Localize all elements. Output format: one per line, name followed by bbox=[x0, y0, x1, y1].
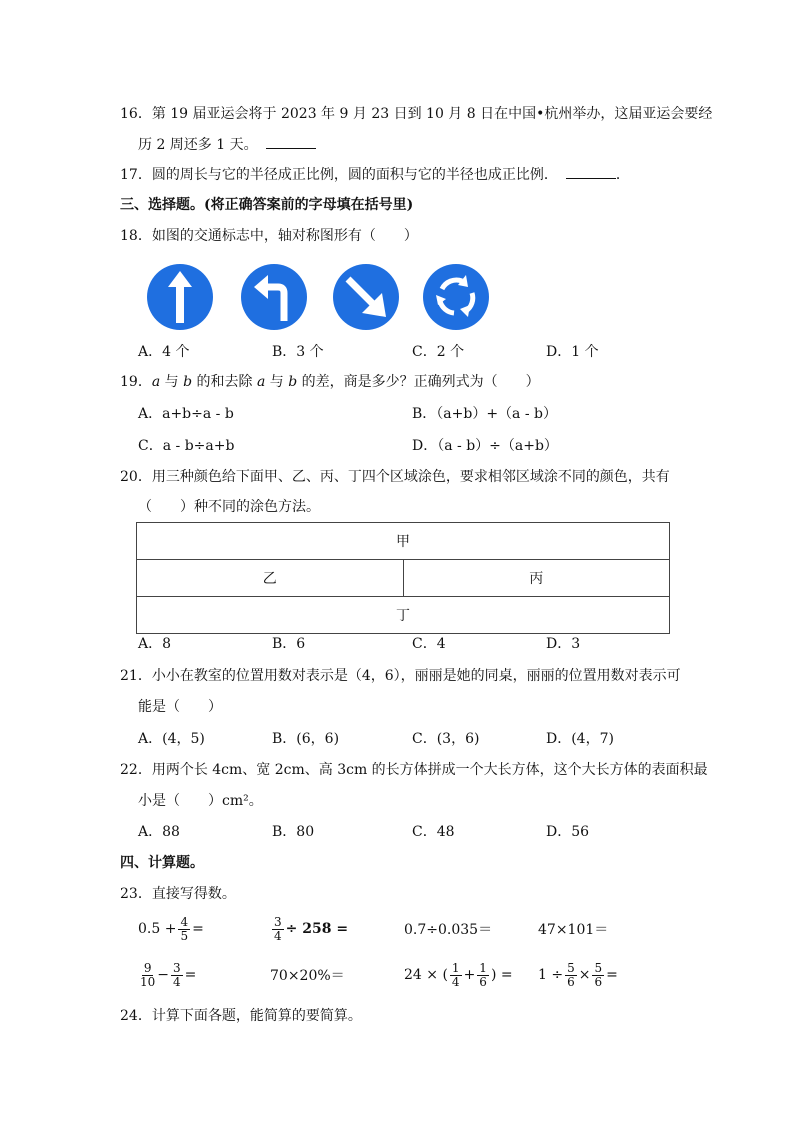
numerator: 1 bbox=[479, 960, 487, 975]
numerator: 5 bbox=[567, 960, 575, 975]
fraction bbox=[171, 962, 183, 989]
q18-option-a[interactable]: A．4 个 bbox=[138, 344, 190, 360]
q21-option-b[interactable]: B．(6，6) bbox=[272, 731, 340, 747]
calc-text: ÷ 258 = bbox=[285, 921, 349, 937]
arrow-up-icon bbox=[146, 263, 214, 331]
calc-item-5 bbox=[138, 958, 196, 992]
fraction bbox=[565, 962, 577, 989]
q22-option-d[interactable]: D．56 bbox=[546, 824, 590, 840]
region-left: 乙 bbox=[137, 560, 404, 597]
denominator: 4 bbox=[274, 928, 282, 943]
q19-option-b[interactable]: B．（a+b）+（a - b） bbox=[412, 406, 557, 422]
q21-option-a[interactable]: A．(4，5) bbox=[138, 731, 205, 747]
numerator: 9 bbox=[143, 960, 152, 975]
q21-line2: 能是（ ） bbox=[138, 699, 222, 715]
calc-text: = bbox=[606, 967, 618, 983]
q21-option-c[interactable]: C．(3，6) bbox=[412, 731, 480, 747]
q17-line bbox=[120, 164, 630, 185]
var-a: a bbox=[256, 374, 266, 390]
q16-line1: 16．第 19 届亚运会将于 2023 年 9 月 23 日到 10 月 8 日在中国•杭州举办，这届亚运会要经 bbox=[120, 106, 713, 122]
section4-heading: 四、计算题。 bbox=[120, 855, 204, 871]
region-right: 丙 bbox=[403, 560, 670, 597]
region-bottom: 丁 bbox=[137, 597, 670, 634]
calc-item-8 bbox=[538, 958, 618, 992]
q17-text: 17．圆的周长与它的半径成正比例，圆的面积与它的半径也成正比例． bbox=[120, 167, 558, 183]
q21-option-d[interactable]: D．(4，7) bbox=[546, 731, 614, 747]
q20-option-c[interactable]: C．4 bbox=[412, 636, 446, 652]
calc-text: ) = bbox=[490, 967, 513, 983]
denominator: 6 bbox=[567, 974, 575, 989]
q22-line2: 小是（ ）cm²。 bbox=[138, 793, 263, 809]
calc-text: = bbox=[184, 967, 197, 983]
calc-item-6: 70×20%＝ bbox=[270, 968, 345, 984]
q19-suffix: 的差，商是多少？正确列式为（ ） bbox=[297, 374, 540, 390]
q19-option-c[interactable]: C．a - b÷a+b bbox=[138, 438, 235, 454]
operator: × bbox=[578, 967, 591, 983]
q16-line2-text: 历 2 周还多 1 天。 bbox=[138, 137, 258, 153]
fraction bbox=[178, 916, 190, 943]
numerator: 3 bbox=[274, 914, 282, 929]
numerator: 4 bbox=[180, 914, 189, 929]
calc-item-7 bbox=[404, 958, 513, 992]
q20-line1: 20．用三种颜色给下面甲、乙、丙、丁四个区域涂色，要求相邻区域涂不同的颜色，共有 bbox=[120, 469, 670, 485]
q17-answer-blank[interactable] bbox=[566, 164, 616, 179]
denominator: 4 bbox=[173, 974, 181, 989]
q21-line1: 21．小小在教室的位置用数对表示是（4，6），丽丽是她的同桌，丽丽的位置用数对表示可 bbox=[120, 668, 681, 684]
fraction bbox=[140, 962, 155, 989]
denominator: 4 bbox=[451, 974, 460, 989]
q20-option-d[interactable]: D．3 bbox=[546, 636, 581, 652]
q16-answer-blank[interactable] bbox=[266, 134, 316, 149]
q20-region-table bbox=[136, 522, 670, 634]
numerator: 3 bbox=[173, 960, 181, 975]
q22-line1: 22．用两个长 4cm、宽 2cm、高 3cm 的长方体拼成一个大长方体，这个大长方体的表面积最 bbox=[120, 762, 708, 778]
q22-option-a[interactable]: A．88 bbox=[138, 824, 180, 840]
calc-text: 1 ÷ bbox=[538, 967, 564, 983]
q19-prefix: 19． bbox=[120, 374, 152, 390]
q19-mid3: 与 bbox=[265, 374, 289, 390]
denominator: 5 bbox=[180, 928, 189, 943]
calc-item-2 bbox=[270, 912, 348, 946]
q20-option-a[interactable]: A．8 bbox=[138, 636, 172, 652]
q18-text: 18．如图的交通标志中，轴对称图形有（ ） bbox=[120, 228, 418, 244]
q18-option-c[interactable]: C．2 个 bbox=[412, 344, 465, 360]
var-b: b bbox=[183, 374, 193, 390]
q19-text bbox=[120, 372, 540, 392]
q17-end: ． bbox=[615, 167, 630, 183]
q22-option-b[interactable]: B．80 bbox=[272, 824, 315, 840]
denominator: 6 bbox=[594, 974, 603, 989]
q20-option-b[interactable]: B．6 bbox=[272, 636, 306, 652]
calc-text: 24 × ( bbox=[404, 967, 448, 983]
calc-item-1 bbox=[138, 912, 204, 946]
roundabout-icon bbox=[422, 263, 490, 331]
q19-mid1: 与 bbox=[160, 374, 184, 390]
calc-text: = bbox=[192, 921, 204, 937]
numerator: 1 bbox=[451, 960, 460, 975]
q23-text: 23．直接写得数。 bbox=[120, 886, 236, 902]
section3-heading: 三、选择题。(将正确答案前的字母填在括号里) bbox=[120, 197, 414, 213]
fraction bbox=[477, 962, 489, 989]
calc-item-3: 0.7÷0.035＝ bbox=[404, 922, 493, 938]
operator: − bbox=[157, 967, 170, 983]
numerator: 5 bbox=[594, 960, 603, 975]
q19-option-d[interactable]: D．（a - b）÷（a+b） bbox=[412, 438, 558, 454]
q22-option-c[interactable]: C．48 bbox=[412, 824, 455, 840]
denominator: 10 bbox=[140, 974, 156, 989]
q18-option-d[interactable]: D．1 个 bbox=[546, 344, 599, 360]
var-b: b bbox=[288, 374, 298, 390]
fraction bbox=[272, 916, 284, 943]
q19-mid2: 的和去除 bbox=[192, 374, 257, 390]
calc-item-4: 47×101＝ bbox=[538, 922, 609, 938]
q24-text: 24．计算下面各题，能简算的要简算。 bbox=[120, 1008, 362, 1024]
denominator: 6 bbox=[479, 974, 487, 989]
calc-text: 0.5 + bbox=[138, 921, 177, 937]
operator: + bbox=[463, 967, 476, 983]
q16-line2 bbox=[138, 134, 316, 155]
q20-line2: （ ）种不同的涂色方法。 bbox=[138, 499, 320, 515]
region-top: 甲 bbox=[137, 523, 670, 560]
arrow-down-right-icon bbox=[332, 263, 400, 331]
q19-option-a[interactable]: A．a+b÷a - b bbox=[138, 406, 234, 422]
fraction bbox=[450, 962, 462, 989]
var-a: a bbox=[151, 374, 161, 390]
q18-option-b[interactable]: B．3 个 bbox=[272, 344, 324, 360]
fraction bbox=[592, 962, 604, 989]
turn-left-arrow-icon bbox=[240, 263, 308, 331]
